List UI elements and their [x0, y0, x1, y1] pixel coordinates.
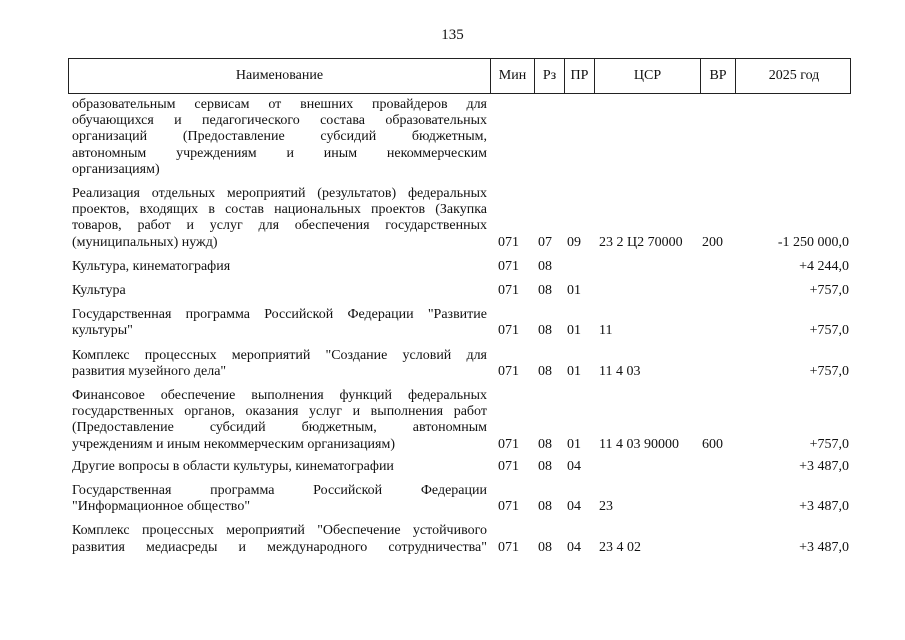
- cell-amount: +3 487,0: [799, 499, 849, 515]
- row-name-line: организаций (Предоставление субсидий бюджетным,: [72, 129, 487, 145]
- row-name: [72, 348, 487, 380]
- cell-amount: -1 250 000,0: [777, 234, 849, 250]
- cell-min: 071: [498, 539, 519, 555]
- cell-pr: 01: [567, 363, 581, 379]
- cell-amount: +757,0: [809, 282, 849, 298]
- cell-min: 071: [498, 323, 519, 339]
- row-name-line: Государственная программа Российской Федерации: [72, 482, 487, 498]
- cell-amount: +757,0: [809, 363, 849, 379]
- table-row: [68, 348, 851, 380]
- cell-rz: 08: [538, 282, 552, 298]
- cell-pr: 01: [567, 436, 581, 452]
- row-name-line: обучающихся и педагогического состава образовательных: [72, 113, 487, 129]
- row-name-line: "Информационное общество": [72, 499, 251, 515]
- cell-min: 071: [498, 258, 519, 274]
- cell-rz: 08: [538, 323, 552, 339]
- row-name-line: проектов, входящих в состав национальных проектов (Закупка: [72, 202, 487, 218]
- row-name-line: Культура: [72, 282, 126, 298]
- cell-pr: 04: [567, 539, 581, 555]
- header-csr: ЦСР: [594, 59, 700, 93]
- cell-vr: 600: [702, 436, 723, 452]
- row-name-line: автономным учреждениям и иным некоммерческим: [72, 145, 487, 161]
- row-name-line: (муниципальных) нужд): [72, 234, 218, 250]
- table-row: [68, 283, 851, 299]
- row-name-line: Культура, кинематография: [72, 258, 231, 274]
- row-name-line: (Предоставление субсидий бюджетным, автономным: [72, 420, 487, 436]
- row-name: [72, 483, 487, 515]
- row-name: [72, 307, 487, 339]
- cell-pr: 01: [567, 323, 581, 339]
- cell-min: 071: [498, 234, 519, 250]
- row-name-line: развития музейного дела": [72, 363, 227, 379]
- cell-pr: 09: [567, 234, 581, 250]
- table-row: [68, 307, 851, 339]
- row-name-line: Комплекс процессных мероприятий "Создание условий для: [72, 347, 487, 363]
- cell-min: 071: [498, 282, 519, 298]
- header-vr: ВР: [700, 59, 735, 93]
- table-row: [68, 186, 851, 251]
- cell-amount: +757,0: [809, 323, 849, 339]
- row-name: [72, 388, 487, 453]
- cell-min: 071: [498, 436, 519, 452]
- row-name-line: учреждениям и иным некоммерческим организациям): [72, 436, 396, 452]
- row-name-line: государственных органов, оказания услуг и выполнения работ: [72, 404, 487, 420]
- page-number: 135: [441, 27, 464, 43]
- row-name-line: Другие вопросы в области культуры, кинематографии: [72, 458, 394, 474]
- cell-vr: 200: [702, 234, 723, 250]
- cell-csr: 23: [599, 499, 613, 515]
- cell-amount: +4 244,0: [799, 258, 849, 274]
- row-name: [72, 259, 487, 275]
- cell-csr: 11: [599, 323, 613, 339]
- cell-rz: 08: [538, 436, 552, 452]
- table-header: [68, 58, 851, 94]
- row-name-line: образовательным сервисам от внешних провайдеров для: [72, 97, 487, 112]
- row-name-line: Государственная программа Российской Федерации "Развитие: [72, 307, 487, 323]
- cell-rz: 08: [538, 363, 552, 379]
- cell-pr: 04: [567, 458, 581, 474]
- cell-amount: +3 487,0: [799, 458, 849, 474]
- cell-csr: 23 2 Ц2 70000: [599, 234, 683, 250]
- table-row: [68, 388, 851, 453]
- budget-table: [68, 58, 851, 556]
- cell-csr: 23 4 02: [599, 539, 641, 555]
- header-rz: Рз: [534, 59, 564, 93]
- row-name: [72, 283, 487, 299]
- row-name: [72, 97, 487, 178]
- header-year: 2025 год: [735, 59, 852, 93]
- header-name: Наименование: [235, 68, 324, 83]
- cell-amount: +3 487,0: [799, 539, 849, 555]
- cell-pr: 01: [567, 282, 581, 298]
- cell-rz: 07: [538, 234, 552, 250]
- cell-rz: 08: [538, 499, 552, 515]
- row-name-line: развития медиасреды и международного сотрудничества": [72, 539, 487, 555]
- cell-csr: 11 4 03 90000: [599, 436, 679, 452]
- header-pr: ПР: [564, 59, 594, 93]
- table-row: [68, 97, 851, 178]
- row-name: [72, 186, 487, 251]
- row-name-line: организациям): [72, 161, 160, 177]
- cell-min: 071: [498, 363, 519, 379]
- row-name-line: культуры": [72, 323, 133, 339]
- cell-rz: 08: [538, 539, 552, 555]
- row-name-line: Финансовое обеспечение выполнения функций федеральных: [72, 387, 487, 403]
- cell-csr: 11 4 03: [599, 363, 641, 379]
- cell-pr: 04: [567, 499, 581, 515]
- table-row: [68, 523, 851, 555]
- cell-min: 071: [498, 499, 519, 515]
- table-row: [68, 459, 851, 475]
- row-name-line: товаров, работ и услуг для обеспечения государственных: [72, 218, 487, 234]
- cell-min: 071: [498, 458, 519, 474]
- table-row: [68, 483, 851, 515]
- row-name-line: Комплекс процессных мероприятий "Обеспечение устойчивого: [72, 523, 487, 539]
- cell-rz: 08: [538, 258, 552, 274]
- row-name: [72, 523, 487, 555]
- table-row: [68, 259, 851, 275]
- table-body: [68, 97, 851, 556]
- row-name: [72, 459, 487, 475]
- header-min: Мин: [490, 59, 534, 93]
- cell-rz: 08: [538, 458, 552, 474]
- cell-amount: +757,0: [809, 436, 849, 452]
- row-name-line: Реализация отдельных мероприятий (результатов) федеральных: [72, 186, 487, 201]
